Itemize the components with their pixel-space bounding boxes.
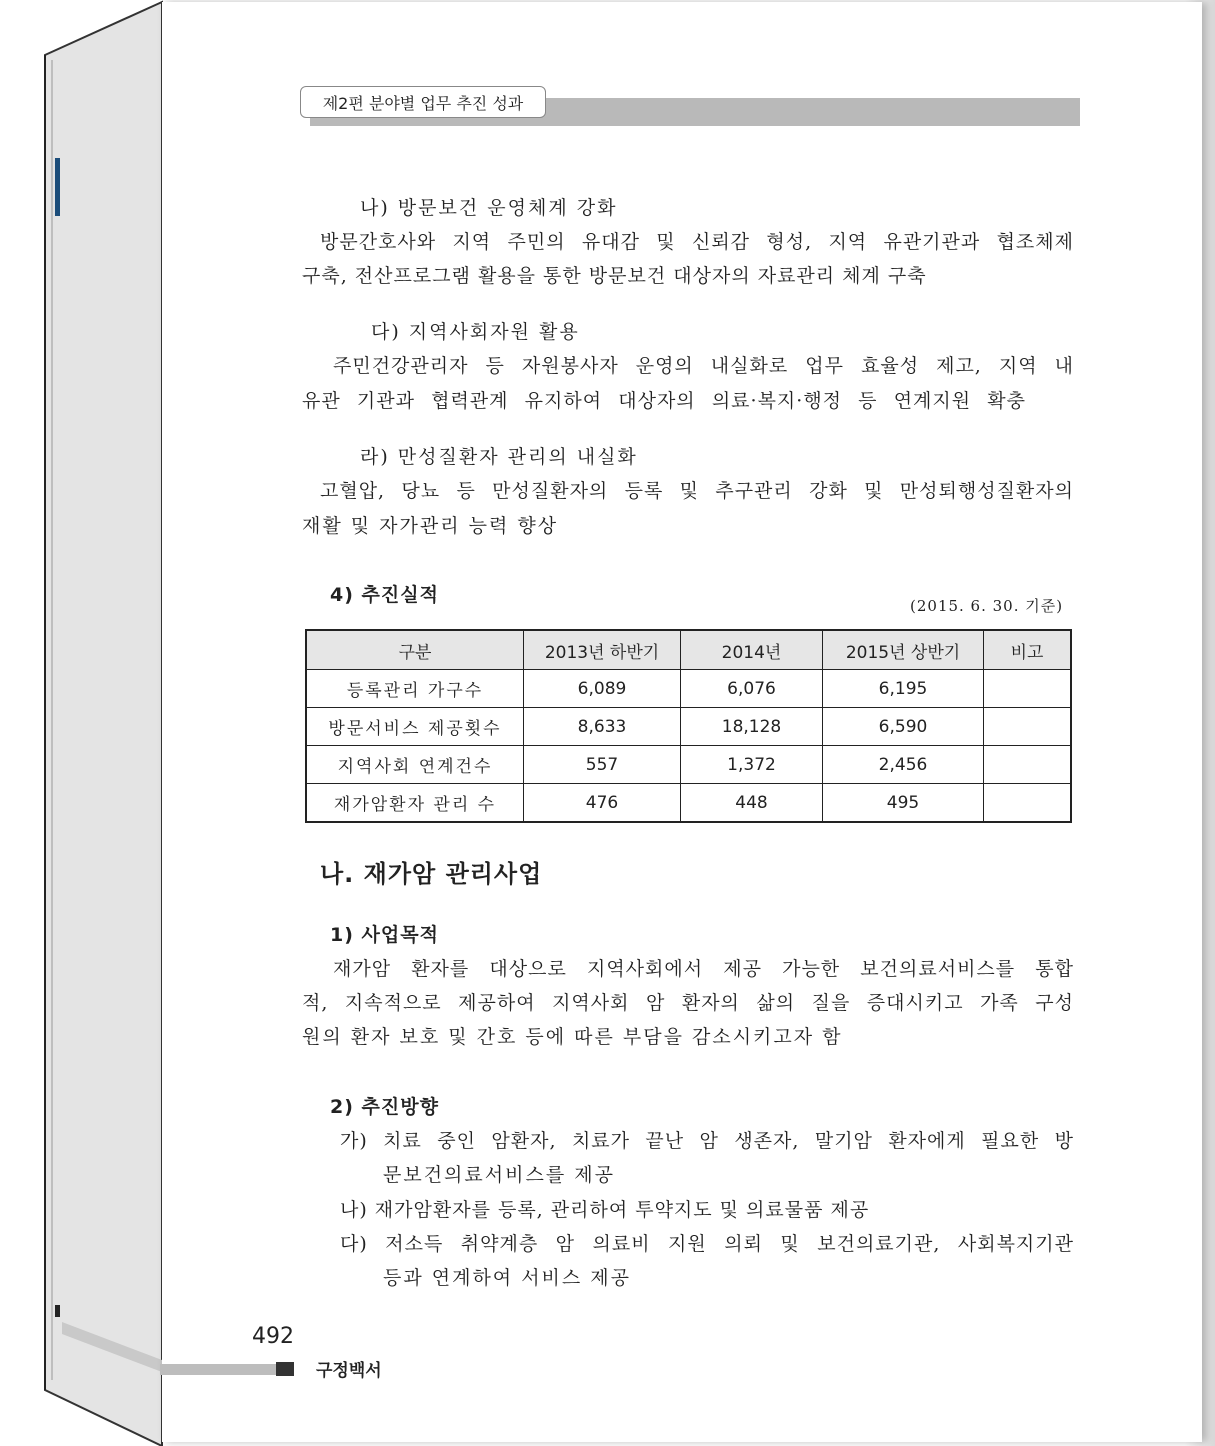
footer-decoration-bar [160, 1364, 280, 1375]
table-row [306, 746, 1071, 784]
paragraph-line: 주민건강관리자 등 자원봉사자 운영의 내실화로 업무 효율성 제고, 지역 내 [333, 355, 1074, 377]
table-cell: 8,633 [524, 708, 681, 746]
table-header-row [306, 630, 1071, 670]
table-cell [984, 784, 1072, 823]
list-item: 다) 저소득 취약계층 암 의료비 지원 의뢰 및 보건의료기관, 사회복지기관 [340, 1233, 1074, 1255]
section-title-community-resources: 다) 지역사회자원 활용 [371, 321, 580, 343]
table-cell: 18,128 [681, 708, 823, 746]
row-label: 방문서비스 제공횟수 [306, 708, 524, 746]
paragraph-line: 유관 기관과 협력관계 유지하여 대상자의 의료·복지·행정 등 연계지원 확충 [302, 390, 1026, 412]
footer-decoration-block [276, 1362, 294, 1376]
section-title-chronic-disease: 라) 만성질환자 관리의 내실화 [360, 446, 638, 468]
table-cell: 2,456 [823, 746, 984, 784]
paragraph-line: 재활 및 자가관리 능력 향상 [302, 515, 559, 537]
table-cell [984, 708, 1072, 746]
paragraph-line: 고혈압, 당뇨 등 만성질환자의 등록 및 추구관리 강화 및 만성퇴행성질환자의 [320, 480, 1074, 502]
table-cell: 1,372 [681, 746, 823, 784]
paragraph-line: 원의 환자 보호 및 간호 등에 따른 부담을 감소시키고자 함 [302, 1026, 843, 1048]
table-cell: 448 [681, 784, 823, 823]
table-cell [984, 746, 1072, 784]
results-title: 4) 추진실적 [330, 584, 439, 606]
results-table [305, 629, 1072, 823]
table-cell: 495 [823, 784, 984, 823]
column-header: 2015년 상반기 [823, 630, 984, 670]
paragraph-line: 재가암 환자를 대상으로 지역사회에서 제공 가능한 보건의료서비스를 통합 [333, 958, 1074, 980]
column-header: 2014년 [681, 630, 823, 670]
table-cell [984, 670, 1072, 708]
paragraph-line: 구축, 전산프로그램 활용을 통한 방문보건 대상자의 자료관리 체계 구축 [302, 265, 927, 287]
list-item-continuation: 등과 연계하여 서비스 제공 [383, 1267, 632, 1289]
table-cell: 6,195 [823, 670, 984, 708]
row-label: 지역사회 연계건수 [306, 746, 524, 784]
column-header: 비고 [984, 630, 1072, 670]
date-note: (2015. 6. 30. 기준) [910, 597, 1064, 615]
table-cell: 6,590 [823, 708, 984, 746]
row-label: 재가암환자 관리 수 [306, 784, 524, 823]
table-row [306, 670, 1071, 708]
subsection-title: 1) 사업목적 [330, 924, 439, 946]
table-cell: 6,089 [524, 670, 681, 708]
list-item-continuation: 문보건의료서비스를 제공 [383, 1164, 615, 1186]
paragraph-line: 적, 지속적으로 제공하여 지역사회 암 환자의 삶의 질을 증대시키고 가족 구성 [302, 992, 1074, 1014]
book-title: 구정백서 [316, 1361, 382, 1381]
table-cell: 557 [524, 746, 681, 784]
section-title-visit-system: 나) 방문보건 운영체계 강화 [360, 197, 618, 219]
column-header: 2013년 하반기 [524, 630, 681, 670]
list-item: 가) 치료 중인 암환자, 치료가 끝난 암 생존자, 말기암 환자에게 필요한 방 [340, 1130, 1074, 1152]
subsection-title: 2) 추진방향 [330, 1096, 439, 1118]
row-label: 등록관리 가구수 [306, 670, 524, 708]
page-number: 492 [252, 1324, 294, 1349]
table-cell: 476 [524, 784, 681, 823]
paragraph-line: 방문간호사와 지역 주민의 유대감 및 신뢰감 형성, 지역 유관기관과 협조체제 [320, 231, 1074, 253]
section-heading: 나. 재가암 관리사업 [320, 860, 543, 888]
table-cell: 6,076 [681, 670, 823, 708]
table-row [306, 708, 1071, 746]
table-row [306, 784, 1071, 823]
chapter-title: 제2편 분야별 업무 추진 성과 [300, 86, 546, 118]
list-item: 나) 재가암환자를 등록, 관리하여 투약지도 및 의료물품 제공 [340, 1199, 870, 1221]
column-header: 구분 [306, 630, 524, 670]
